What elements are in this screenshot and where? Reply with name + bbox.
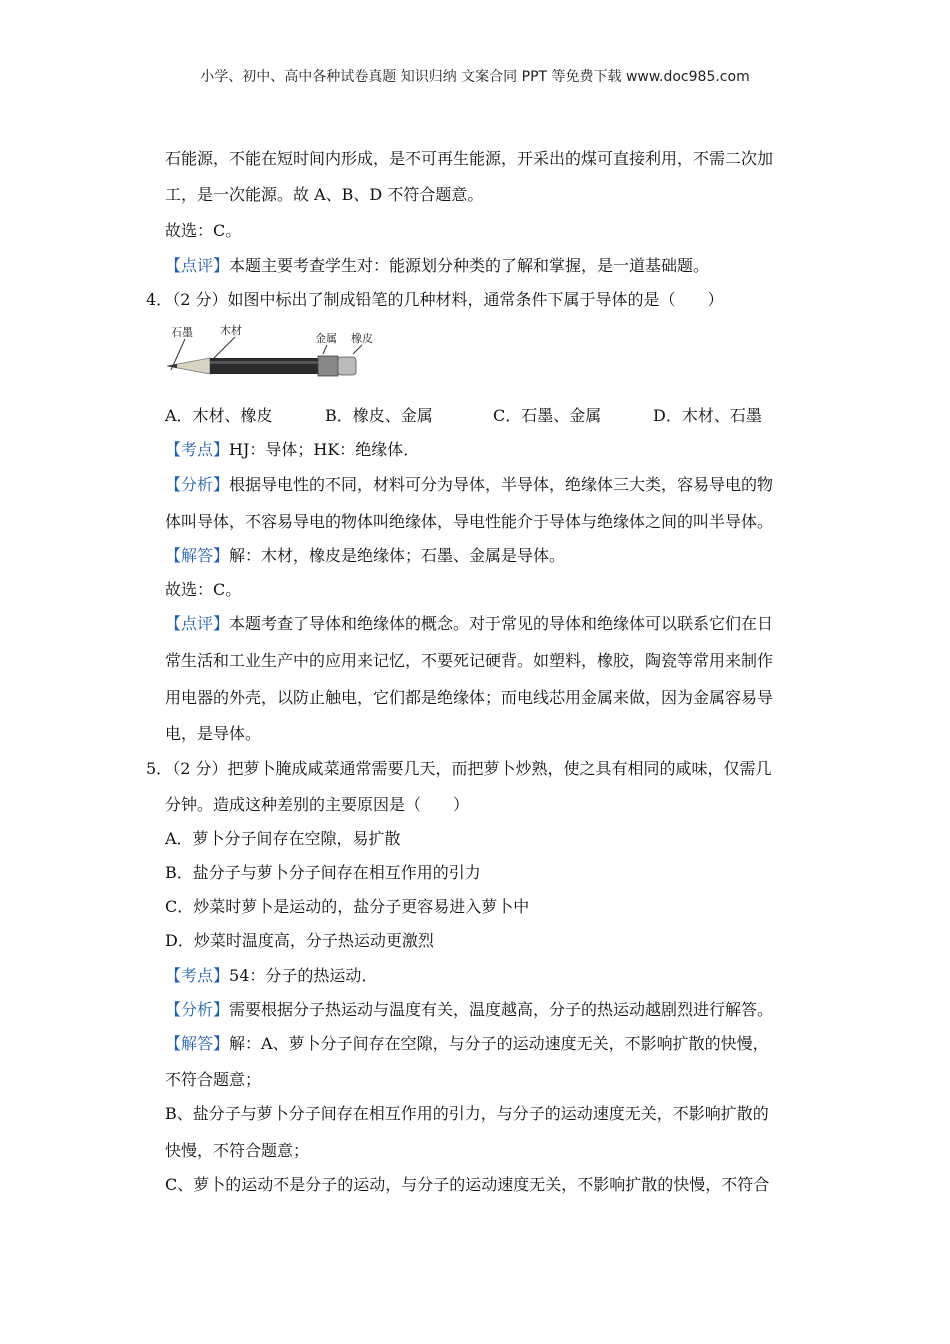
fenxi-text: 根据导电性的不同，材料可分为导体，半导体，绝缘体三大类，容易导电的物 — [229, 475, 774, 494]
pointer-eraser — [353, 345, 362, 354]
q4-stem — [146, 289, 723, 311]
option-a: A．木材、橡皮 — [165, 406, 273, 425]
q4-comment-line-4: 电，是导体。 — [165, 724, 262, 743]
option-b: B．橡皮、金属 — [325, 406, 433, 425]
q4-answer: 故选：C。 — [165, 580, 242, 599]
kaodian-text: HJ：导体；HK：绝缘体． — [229, 440, 420, 459]
jieda-tag: 【解答】 — [165, 1034, 230, 1053]
pointer-metal — [323, 345, 327, 354]
q4-comment-line-3: 用电器的外壳，以防止触电，它们都是绝缘体；而电线芯用金属来做，因为金属容易导 — [165, 688, 774, 707]
pencil-body — [210, 358, 318, 374]
q4-fenxi-line-2: 体叫导体，不容易导电的物体叫绝缘体，导电性能介于导体与绝缘体之间的叫半导体。 — [165, 512, 774, 531]
page-header: 小学、初中、高中各种试卷真题 知识归纳 文案合同 PPT 等免费下载 www.doc985.com — [200, 69, 750, 85]
label-metal: 金属 — [315, 332, 337, 345]
label-wood: 木材 — [220, 324, 242, 337]
comment-tag: 【点评】 — [165, 614, 230, 633]
pencil-eraser — [338, 357, 356, 375]
q4-fenxi-line-1 — [165, 474, 773, 496]
jieda-text: 解：木材，橡皮是绝缘体；石墨、金属是导体。 — [229, 546, 566, 565]
q5-option-d: D．炒菜时温度高，分子热运动更激烈 — [165, 931, 434, 950]
option-c: C．石墨、金属 — [493, 406, 602, 425]
kaodian-tag: 【考点】 — [165, 440, 230, 459]
q3-answer: 故选：C。 — [165, 221, 242, 240]
q3-comment — [165, 255, 709, 277]
jieda-text: 解：A、萝卜分子间存在空隙，与分子的运动速度无关，不影响扩散的快慢， — [229, 1034, 769, 1053]
pencil-metal-ferrule — [318, 356, 338, 376]
q4-comment-line-2: 常生活和工业生产中的应用来记忆，不要死记硬背。如塑料，橡胶，陶瓷等常用来制作 — [165, 651, 774, 670]
fenxi-tag: 【分析】 — [165, 475, 230, 494]
q5-jieda-line-3: B、盐分子与萝卜分子间存在相互作用的引力，与分子的运动速度无关，不影响扩散的 — [165, 1104, 769, 1123]
question-stem: （2 分）如图中标出了制成铅笔的几种材料，通常条件下属于导体的是（ ） — [172, 290, 724, 309]
q4-comment-line-1 — [165, 613, 773, 635]
fenxi-text: 需要根据分子热运动与温度有关，温度越高，分子的热运动越剧烈进行解答。 — [229, 1000, 774, 1019]
q4-kaodian — [165, 439, 419, 461]
kaodian-tag: 【考点】 — [165, 966, 230, 985]
q4-options — [165, 405, 762, 427]
q5-kaodian — [165, 965, 377, 987]
q5-jieda-line-2: 不符合题意； — [165, 1070, 262, 1089]
q5-option-a: A．萝卜分子间存在空隙，易扩散 — [165, 829, 401, 848]
q5-stem-line-1 — [146, 758, 771, 780]
question-number: 4． — [146, 290, 173, 309]
q5-fenxi — [165, 999, 773, 1021]
comment-text: 本题考查了导体和绝缘体的概念。对于常见的导体和绝缘体可以联系它们在日 — [229, 614, 774, 633]
label-graphite: 石墨 — [171, 326, 193, 339]
question-stem: （2 分）把萝卜腌成咸菜通常需要几天，而把萝卜炒熟，使之具有相同的咸味，仅需几 — [172, 759, 772, 778]
jieda-tag: 【解答】 — [165, 546, 230, 565]
label-eraser: 橡皮 — [351, 332, 373, 345]
q3-explanation-line-1: 石能源，不能在短时间内形成，是不可再生能源，开采出的煤可直接利用，不需二次加 — [165, 149, 774, 168]
comment-tag: 【点评】 — [165, 256, 230, 275]
q5-jieda-line-5: C、萝卜的运动不是分子的运动，与分子的运动速度无关，不影响扩散的快慢，不符合 — [165, 1175, 770, 1194]
question-number: 5． — [146, 759, 173, 778]
kaodian-text: 54：分子的热运动． — [229, 966, 378, 985]
comment-text: 本题主要考查学生对：能源划分种类的了解和掌握，是一道基础题。 — [229, 256, 710, 275]
q5-option-b: B．盐分子与萝卜分子间存在相互作用的引力 — [165, 863, 481, 882]
q5-option-c: C．炒菜时萝卜是运动的，盐分子更容易进入萝卜中 — [165, 897, 530, 916]
q3-explanation-line-2: 工，是一次能源。故 A、B、D 不符合题意。 — [165, 185, 484, 204]
pencil-figure — [165, 322, 390, 380]
fenxi-tag: 【分析】 — [165, 1000, 230, 1019]
pencil-body-highlight — [210, 361, 318, 364]
q5-jieda-line-1 — [165, 1033, 769, 1055]
q5-jieda-line-4: 快慢，不符合题意； — [165, 1141, 310, 1160]
q4-jieda — [165, 545, 565, 567]
option-d: D．木材、石墨 — [653, 406, 762, 425]
q5-stem-line-2: 分钟。造成这种差别的主要原因是（ ） — [165, 795, 470, 814]
